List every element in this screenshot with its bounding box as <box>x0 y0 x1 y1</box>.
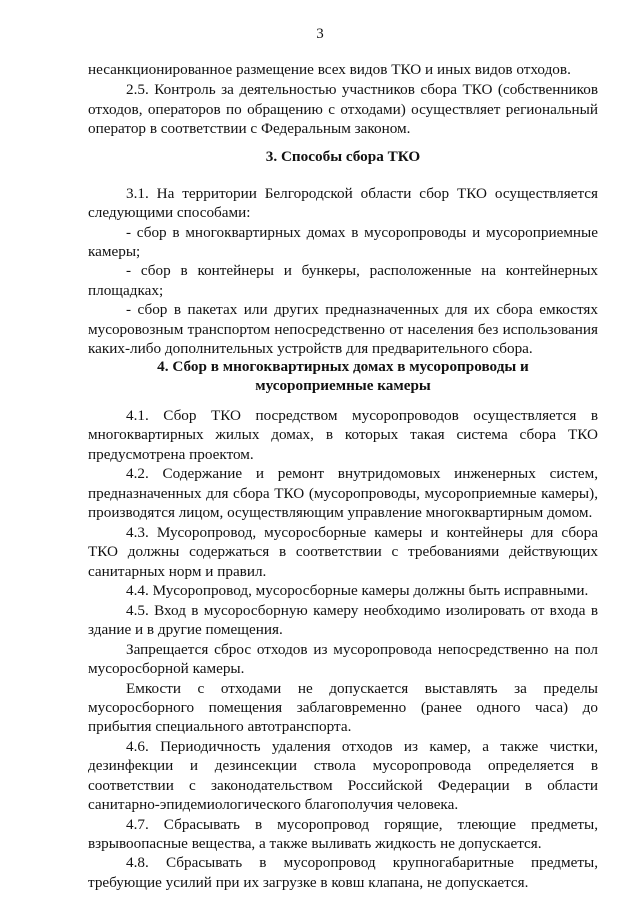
text-line: взрывоопасные вещества, а также выливать жидкость не допускается. <box>88 835 542 852</box>
text-line: отходов, операторов по обращению с отходами) осуществляет региональный <box>88 101 598 118</box>
text-line: 3.1. На территории Белгородской области сбор ТКО осуществляется <box>126 185 598 202</box>
text-line: 4.4. Мусоропровод, мусоросборные камеры должны быть исправными. <box>126 582 589 599</box>
text-line: 4.7. Сбрасывать в мусоропровод горящие, тлеющие предметы, <box>126 816 598 833</box>
text-line: камеры; <box>88 243 141 260</box>
text-line: - сбор в пакетах или других предназначенных для их сбора емкостях <box>126 301 598 318</box>
text-line: прибытия специального автотранспорта. <box>88 718 352 735</box>
text-line: площадках; <box>88 282 164 299</box>
text-line: - сбор в контейнеры и бункеры, расположенные на контейнерных <box>126 262 598 279</box>
section-4-heading-line-1: 4. Сбор в многоквартирных домах в мусоропроводы и <box>157 358 529 375</box>
text-line: Запрещается сброс отходов из мусоропровода непосредственно на пол <box>126 641 598 658</box>
text-line: 4.6. Периодичность удаления отходов из камер, а также чистки, <box>126 738 598 755</box>
text-line: соответствии с законодательством Российской Федерации в области <box>88 777 598 794</box>
text-line: Емкости с отходами не допускается выставлять за пределы <box>126 680 598 697</box>
page-number: 3 <box>316 26 324 42</box>
text-line: предусмотрена проектом. <box>88 446 254 463</box>
text-line: санитарно-эпидемиологического благополучия человека. <box>88 796 459 813</box>
text-line: - сбор в многоквартирных домах в мусоропроводы и мусороприемные <box>126 224 598 241</box>
text-line: предназначенных для сбора ТКО (мусоропроводы, мусороприемные камеры), <box>88 485 598 502</box>
section-3-heading: 3. Способы сбора ТКО <box>265 148 421 165</box>
text-line: санитарных норм и правил. <box>88 563 267 580</box>
text-line: несанкционированное размещение всех видов ТКО и иных видов отходов. <box>88 61 571 78</box>
text-line: мусоровозным транспортом непосредственно от населения без использования <box>88 321 598 338</box>
text-line: 4.5. Вход в мусоросборную камеру необходимо изолировать от входа в <box>126 602 598 619</box>
text-line: требующие усилий при их загрузке в ковш клапана, не допускается. <box>88 874 529 891</box>
text-line: мусоросборного помещения заблаговременно (ранее одного часа) до <box>88 699 598 716</box>
text-line: 2.5. Контроль за деятельностью участников сбора ТКО (собственников <box>126 81 598 98</box>
text-line: производятся лицом, осуществляющим управление многоквартирным домом. <box>88 504 593 521</box>
text-line: многоквартирных жилых домах, в которых такая система сбора ТКО <box>88 426 598 443</box>
text-line: 4.2. Содержание и ремонт внутридомовых инженерных систем, <box>126 465 598 482</box>
text-line: дезинфекции и дезинсекции ствола мусоропровода определяется в <box>88 757 598 774</box>
text-line: мусоросборной камеры. <box>88 660 245 677</box>
text-line: оператор в соответствии с Федеральным законом. <box>88 120 411 137</box>
text-line: ТКО должны содержаться в соответствии с требованиями действующих <box>88 543 598 560</box>
text-line: следующими способами: <box>88 204 251 221</box>
text-line: 4.8. Сбрасывать в мусоропровод крупногабаритные предметы, <box>126 854 598 871</box>
text-line: 4.3. Мусоропровод, мусоросборные камеры и контейнеры для сбора <box>126 524 598 541</box>
text-line: здание и в другие помещения. <box>88 621 283 638</box>
text-line: каких-либо дополнительных устройств для предварительного сбора. <box>88 340 533 357</box>
section-4-heading-line-2: мусороприемные камеры <box>255 377 431 394</box>
text-line: 4.1. Сбор ТКО посредством мусоропроводов осуществляется в <box>126 407 598 424</box>
